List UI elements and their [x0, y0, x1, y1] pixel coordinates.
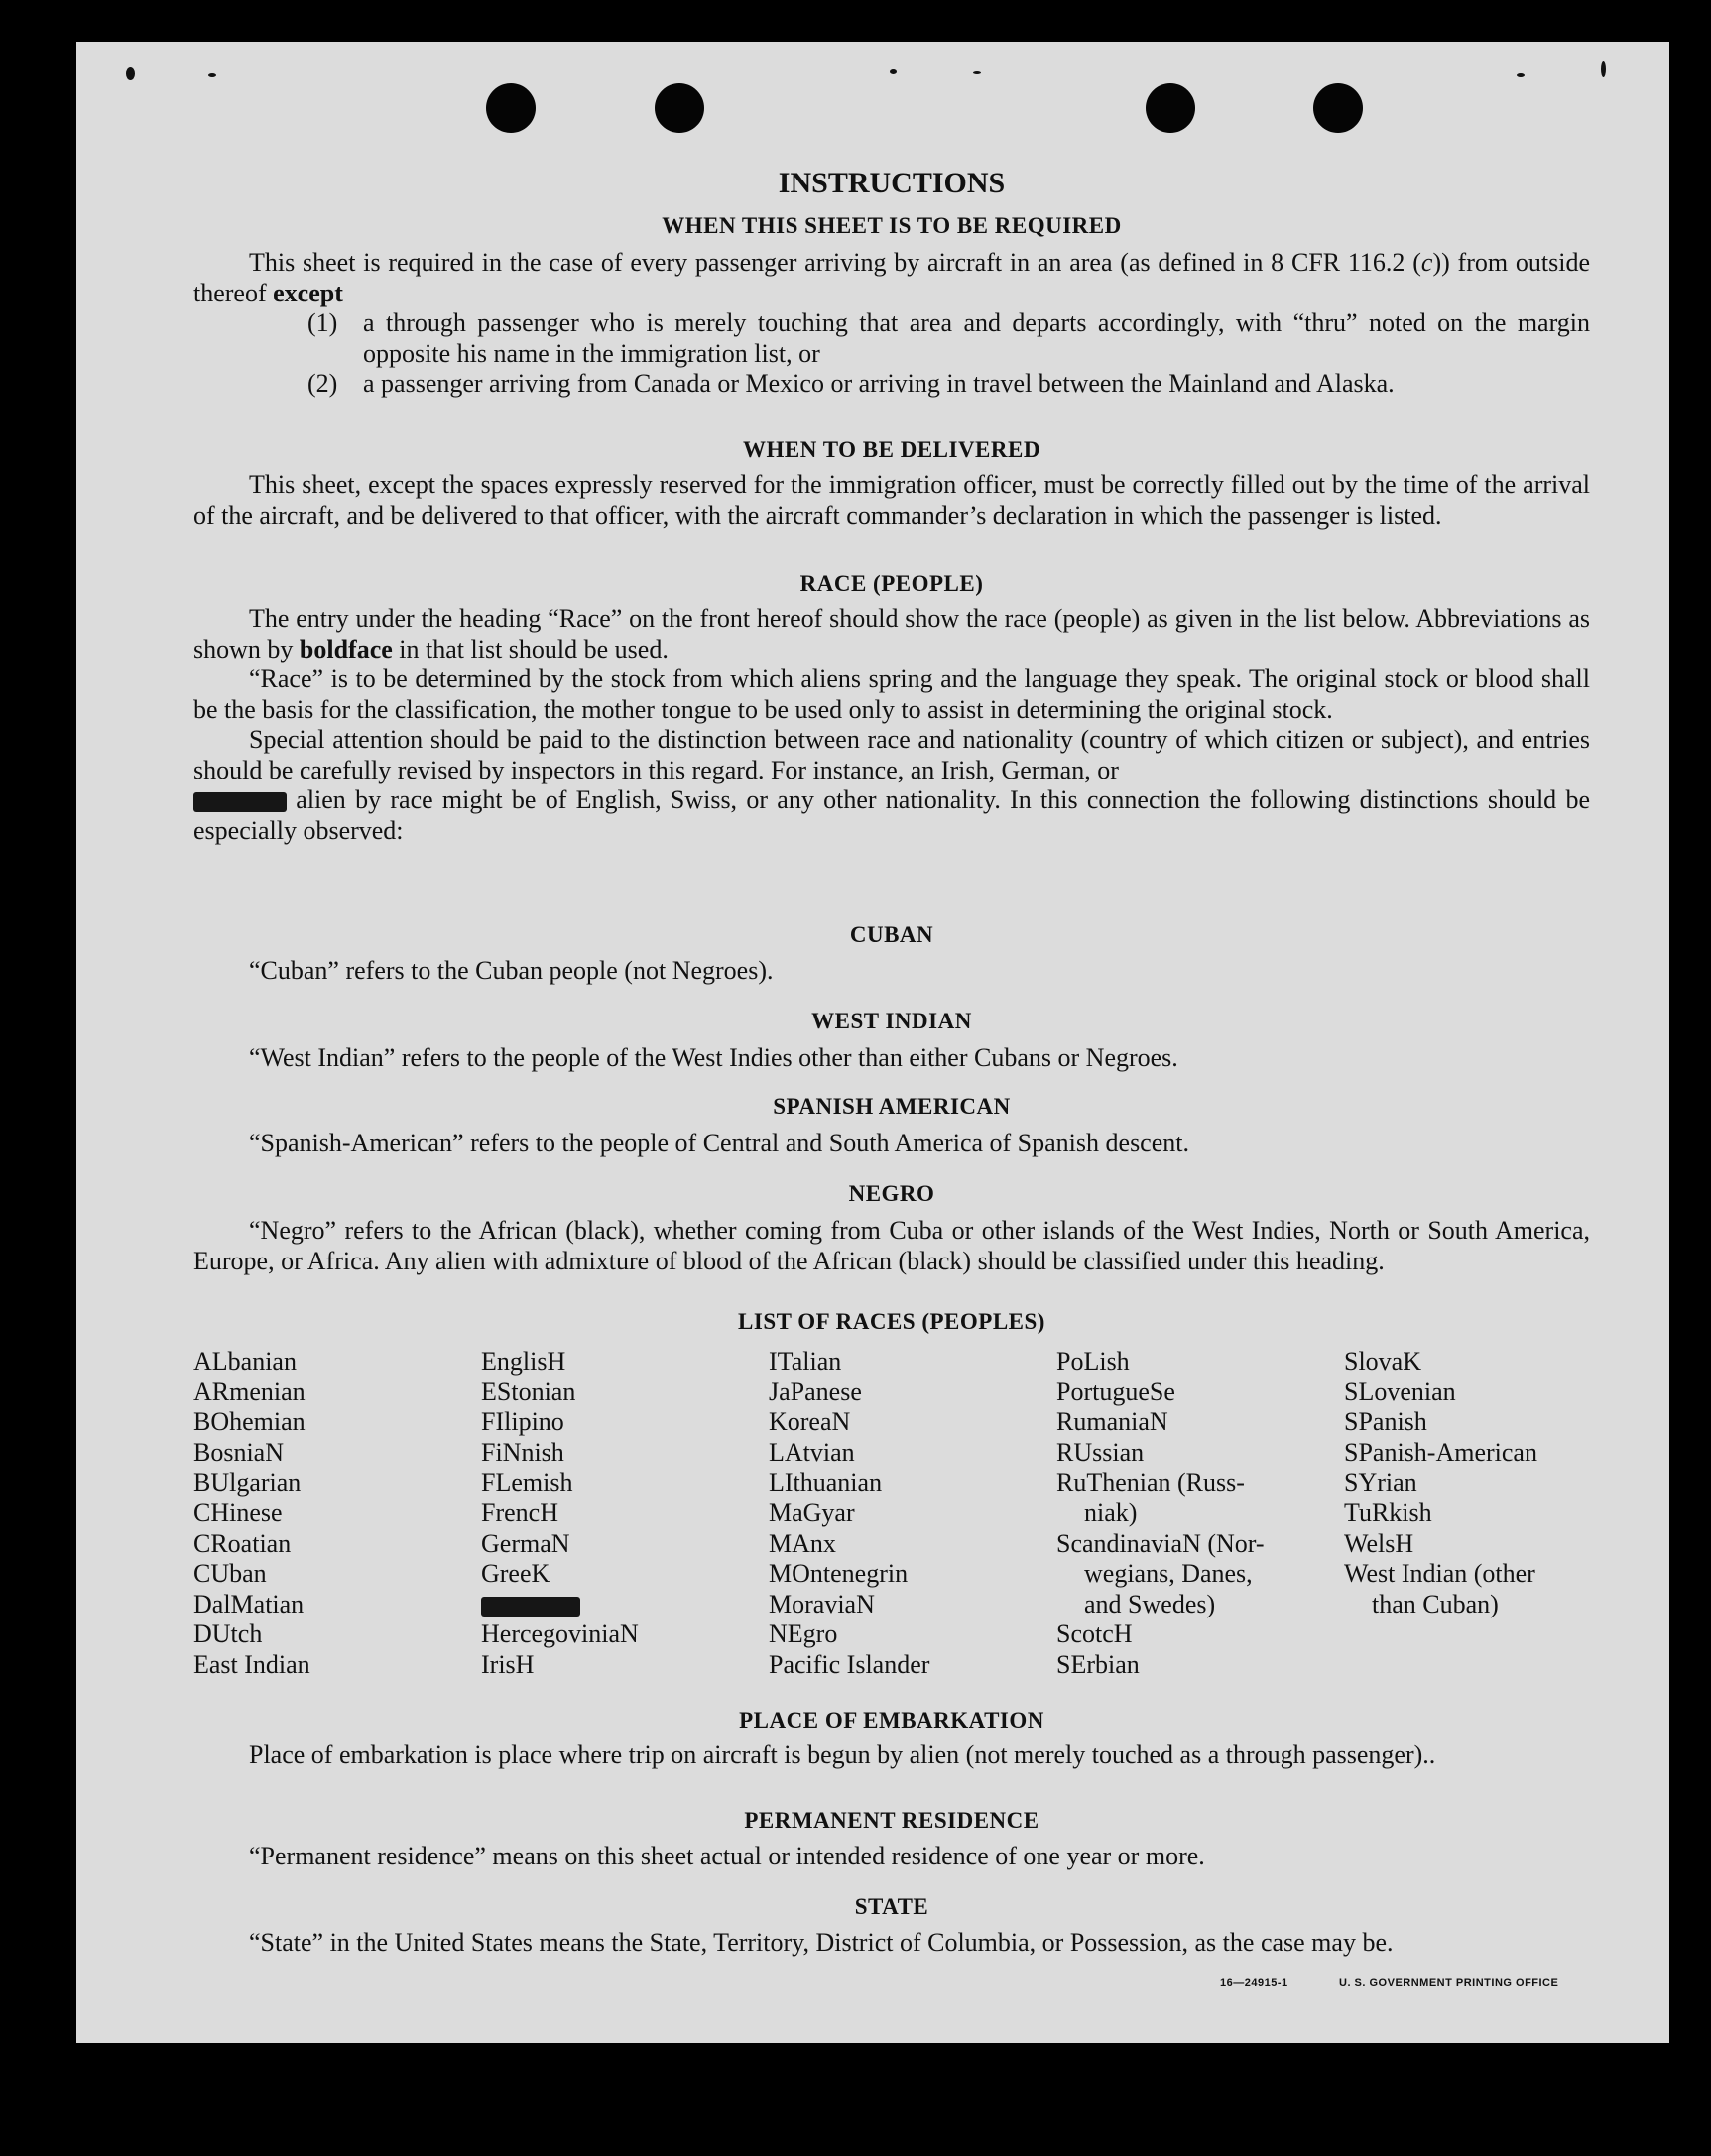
- punch-hole: [655, 83, 704, 133]
- race-item: ScandinaviaN (Nor-: [1056, 1528, 1265, 1558]
- races-column-5: [1344, 1347, 1632, 1619]
- race-item: GreeK: [481, 1559, 550, 1589]
- race-item: FiNnish: [481, 1437, 564, 1467]
- page-title: INSTRUCTIONS: [778, 167, 1006, 199]
- heading-cuban: CUBAN: [849, 922, 934, 947]
- race-item: BosniaN: [193, 1437, 284, 1467]
- race-item: and Swedes): [1084, 1589, 1216, 1618]
- race-item: WelsH: [1344, 1528, 1414, 1558]
- race-item: BUlgarian: [193, 1468, 302, 1497]
- speck: [126, 67, 135, 80]
- required-item-2: (2) a passenger arriving from Canada or Mexico or arriving in travel between the Mainland and Alaska.: [307, 369, 1395, 398]
- race-item: CHinese: [193, 1497, 283, 1527]
- heading-state: STATE: [854, 1894, 929, 1919]
- race-item: SErbian: [1056, 1649, 1140, 1679]
- race-item: ALbanian: [193, 1347, 297, 1376]
- races-list: [193, 1347, 1590, 1689]
- heading-negro: NEGRO: [848, 1181, 935, 1206]
- race-item: DUtch: [193, 1619, 263, 1649]
- race-item: niak): [1084, 1497, 1138, 1527]
- west-indian-text: “West Indian” refers to the people of the West Indies other than either Cubans or Negroes.: [249, 1043, 1178, 1072]
- race-item: SYrian: [1344, 1468, 1417, 1497]
- race-item: CRoatian: [193, 1528, 292, 1558]
- redaction-mark: [481, 1597, 580, 1617]
- race-item: MAnx: [769, 1528, 836, 1558]
- race-item: DalMatian: [193, 1589, 305, 1618]
- race-text: The entry under the heading “Race” on the front hereof should show the race (people) as given in the list below. Abbreviations as shown by boldface in that list should be used. “Race” is to be determined by the stock from which aliens spring and the language they speak. The original stock or blood shall be the basis for the classification, the mother tongue to be used only to assist in determining the original stock. Special attention should be paid to the distinction between race and nationality (country of which citizen or subject), and entries should be carefully revised by inspectors in this regard. For instance, an Irish, German, or alien by race might be of English, Swiss, or any other nationality. In this connection the following distinctions should be especially observed:: [193, 604, 1590, 845]
- race-item: BOhemian: [193, 1407, 306, 1437]
- race-item: LIthuanian: [769, 1468, 883, 1497]
- residence-text: “Permanent residence” means on this sheet actual or intended residence of one year or more.: [249, 1842, 1205, 1870]
- heading-race: RACE (PEOPLE): [799, 571, 984, 596]
- speck: [973, 71, 981, 74]
- footer-form-number: 16—24915-1: [1220, 1977, 1288, 1989]
- race-item: GermaN: [481, 1528, 570, 1558]
- race-item: Pacific Islander: [769, 1649, 930, 1679]
- punch-hole: [1313, 83, 1363, 133]
- race-item: SPanish-American: [1344, 1437, 1537, 1467]
- heading-embarkation: PLACE OF EMBARKATION: [739, 1708, 1044, 1733]
- race-item: SlovaK: [1344, 1347, 1421, 1376]
- race-item: than Cuban): [1372, 1589, 1499, 1618]
- race-item: RumaniaN: [1056, 1407, 1168, 1437]
- race-item: RUssian: [1056, 1437, 1145, 1467]
- race-item: TuRkish: [1344, 1497, 1432, 1527]
- delivered-text: This sheet, except the spaces expressly reserved for the immigration officer, must be correctly filled out by the time of the arrival of the aircraft, and be delivered to that officer, with the aircraft commander’s declaration in which the passenger is listed.: [193, 470, 1590, 530]
- heading-residence: PERMANENT RESIDENCE: [744, 1808, 1039, 1833]
- speck: [890, 69, 897, 74]
- race-item: ScotcH: [1056, 1619, 1133, 1649]
- race-item-redacted: [481, 1590, 769, 1620]
- race-item: FLemish: [481, 1468, 573, 1497]
- speck: [1517, 73, 1525, 77]
- heading-list-of-races: LIST OF RACES (PEOPLES): [738, 1309, 1045, 1334]
- speck: [1601, 61, 1606, 77]
- race-item: HercegoviniaN: [481, 1619, 639, 1649]
- footer-printer: U. S. GOVERNMENT PRINTING OFFICE: [1339, 1977, 1559, 1989]
- required-item-1: (1) a through passenger who is merely touching that area and departs accordingly, with “thru” noted on the margin opposite his name in the immigration list, or: [307, 308, 1590, 368]
- races-column-2: [481, 1347, 769, 1681]
- redaction-mark: [193, 792, 287, 812]
- cuban-text: “Cuban” refers to the Cuban people (not Negroes).: [249, 956, 774, 985]
- races-column-4: [1056, 1347, 1344, 1681]
- heading-spanish-american: SPANISH AMERICAN: [773, 1094, 1011, 1119]
- heading-west-indian: WEST INDIAN: [811, 1009, 972, 1033]
- race-item: FIlipino: [481, 1407, 564, 1437]
- race-item: wegians, Danes,: [1084, 1559, 1253, 1589]
- embarkation-text: Place of embarkation is place where trip on aircraft is begun by alien (not merely touched as a through passenger)..: [249, 1740, 1436, 1769]
- race-item: West Indian (other: [1344, 1559, 1535, 1589]
- race-item: ITalian: [769, 1347, 842, 1376]
- races-column-3: [769, 1347, 1056, 1681]
- race-item: ARmenian: [193, 1377, 306, 1406]
- races-column-1: [193, 1347, 481, 1681]
- race-item: JaPanese: [769, 1377, 862, 1406]
- race-item: MOntenegrin: [769, 1559, 909, 1589]
- required-intro: This sheet is required in the case of every passenger arriving by aircraft in an area (as defined in 8 CFR 116.2 (c)) from outside thereof except: [193, 248, 1590, 307]
- race-item: NEgro: [769, 1619, 838, 1649]
- race-item: MoraviaN: [769, 1589, 875, 1618]
- race-item: CUban: [193, 1559, 267, 1589]
- race-item: SLovenian: [1344, 1377, 1456, 1406]
- race-item: PoLish: [1056, 1347, 1130, 1376]
- race-item: KoreaN: [769, 1407, 851, 1437]
- race-item: LAtvian: [769, 1437, 855, 1467]
- state-text: “State” in the United States means the State, Territory, District of Columbia, or Possession, as the case may be.: [249, 1928, 1394, 1957]
- race-item: EStonian: [481, 1377, 576, 1406]
- race-item: EnglisH: [481, 1347, 566, 1376]
- race-item: RuThenian (Russ-: [1056, 1468, 1245, 1497]
- race-item: IrisH: [481, 1649, 535, 1679]
- speck: [208, 73, 216, 77]
- race-item: SPanish: [1344, 1407, 1427, 1437]
- race-item: East Indian: [193, 1649, 310, 1679]
- race-item: FrencH: [481, 1497, 558, 1527]
- punch-hole: [486, 83, 536, 133]
- document-sheet: [76, 42, 1669, 2043]
- negro-text: “Negro” refers to the African (black), whether coming from Cuba or other islands of the West Indies, North or South America, Europe, or Africa. Any alien with admixture of blood of the African (black) should be classified under this heading.: [193, 1216, 1590, 1275]
- spanish-american-text: “Spanish-American” refers to the people of Central and South America of Spanish descent.: [249, 1129, 1189, 1157]
- punch-hole: [1146, 83, 1195, 133]
- heading-required: WHEN THIS SHEET IS TO BE REQUIRED: [662, 213, 1122, 238]
- race-item: MaGyar: [769, 1497, 855, 1527]
- race-item: PortugueSe: [1056, 1377, 1175, 1406]
- heading-delivered: WHEN TO BE DELIVERED: [743, 437, 1040, 462]
